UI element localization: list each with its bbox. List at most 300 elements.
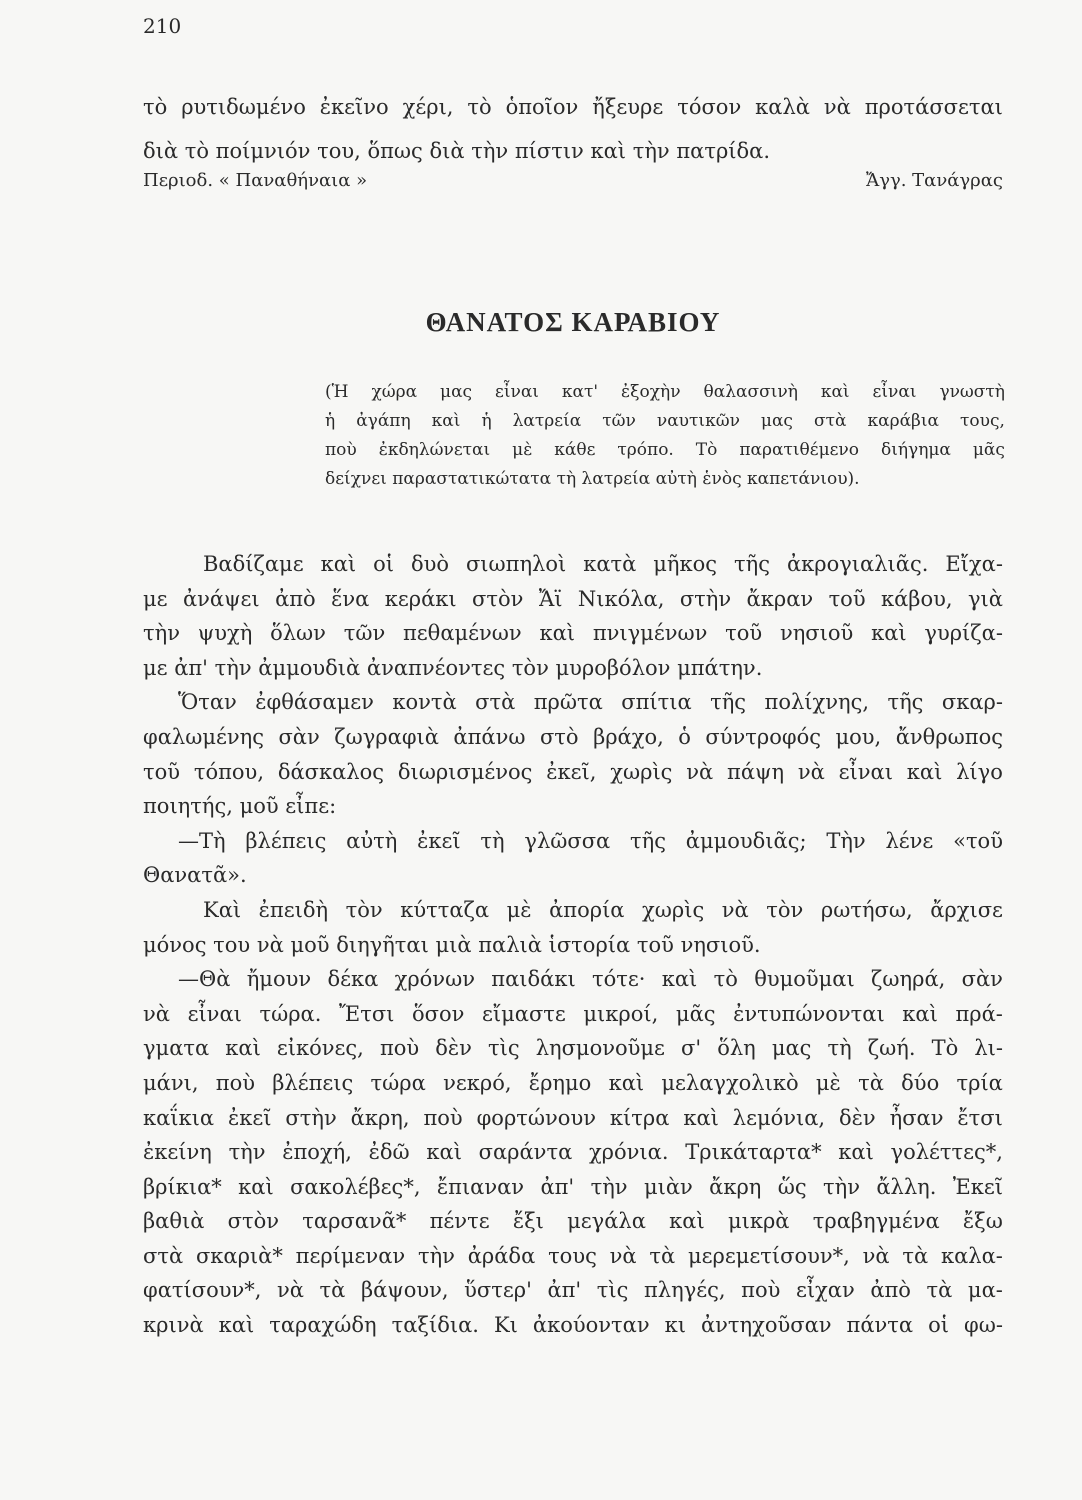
word: Τὸ [695,440,718,460]
word: ἀγάπη [356,411,411,431]
word: ὅσον [412,1001,465,1026]
word: Ἔτσι [339,1001,395,1026]
page-title: ΘΑΝΑΤΟΣ ΚΑΡΑΒΙΟΥ [425,307,721,337]
word: σκαριὰ* [195,1243,283,1268]
text-line: δείχνει παραστατικώτατα τὴ λατρεία αὐτὴ ἑνὸς καπετάνιου). [325,469,860,489]
word: μας [771,1036,812,1061]
body-line [143,755,1003,790]
word: σ' [681,1036,702,1061]
word: τόσον [677,95,742,119]
word: χωρὶς [642,897,705,922]
word: δάσκαλος [277,759,384,784]
word: ἀπορία [549,897,625,922]
word: τοῦ [143,759,181,784]
word: πνιγμένων [592,621,708,646]
word: κατ' [561,382,599,402]
word: μικροί, [583,1001,659,1026]
word: ἀνάψει [182,586,260,611]
word: πρά- [955,1001,1003,1026]
word: γματα [143,1036,210,1061]
word: ἔτσι [957,1105,1003,1130]
word: ἐποχή, [282,1140,352,1165]
word: γνωστὴ [939,382,1005,402]
word: ἐδῶ [368,1140,410,1165]
intro-line [325,378,1005,407]
body-line [143,1204,1003,1239]
word: τὴ [480,828,505,853]
word: τῶν [602,411,636,431]
body-line [143,720,1003,755]
word: Ἄϊ [538,586,563,611]
word: βαθιὰ [143,1209,205,1234]
word: Κι [493,1313,518,1338]
word: ἐκεῖ [228,1105,272,1130]
word: μας [440,382,473,402]
word: καὶ [426,1140,462,1165]
word: ὕστερ' [464,1278,532,1303]
text-line: με ἀπ' τὴν ἀμμουδιὰ ἀναπνέοντες τὸν μυροβόλον μπάτην. [143,655,763,680]
word: λεμόνια, [732,1105,826,1130]
word: νὰ [143,1001,170,1026]
body-line [143,1135,1003,1170]
word: μα- [967,1278,1003,1303]
word: ὥς [777,1174,807,1199]
word: Ὅταν [178,690,237,715]
word: ἀπὸ [275,586,316,611]
word: τὸν [345,897,383,922]
word: εἶναι [838,759,893,784]
word: ὁποῖον [505,95,579,119]
word: ἐπειδὴ [258,897,329,922]
word: εἶναι [495,382,539,402]
word: εἶχαν [795,1278,855,1303]
word: φορτώνουν [476,1105,596,1130]
word: βάψουν, [360,1278,449,1303]
word: τους [548,1243,597,1268]
body-line [143,997,1003,1032]
word: τὰ [926,1278,953,1303]
word: κατὰ [583,552,637,576]
word: θαλασσινὴ [703,382,798,402]
word: ποὺ [325,440,357,460]
word: τὰ [858,1070,884,1095]
word: ζωή. [867,1036,916,1061]
word: ἀκούονταν [532,1313,650,1338]
body-line [143,651,1003,686]
word: τῆς [710,690,747,715]
word: ταξίδια. [391,1313,479,1338]
word: λίγο [956,759,1003,784]
word: ἄνθρωπος [895,724,1003,749]
word: τραβηγμένα [812,1209,940,1234]
word: δέκα [327,967,379,992]
word: κεράκι [384,586,457,611]
word: δυὸ [410,552,449,576]
word: τῆς [887,690,924,715]
word: ἀκρογιαλιᾶς. [786,552,929,576]
word: καὶ [238,1174,274,1199]
word: ἦσαν [889,1105,944,1130]
word: ἤμουν [246,967,312,992]
word: λι- [974,1036,1003,1061]
word: χέρι, [402,95,454,119]
text-line: Θανατᾶ». [143,863,247,888]
word: με [143,586,168,611]
word: καὶ [218,1313,255,1338]
word: ἤξευρε [592,95,664,119]
word: ἐφθάσαμεν [255,690,374,715]
word: νὰ [721,897,749,922]
word: ποὺ [379,1036,420,1061]
word: γλῶσσα [524,828,611,853]
word: εἰκόνες, [276,1036,364,1061]
word: στὸ [539,724,579,749]
word: κοντὰ [392,690,457,715]
word: ἀμμουδιᾶς; [685,828,807,853]
story-body [143,547,1003,1343]
word: σακολέβες*, [290,1174,421,1199]
body-line [143,928,1003,963]
body-line [143,685,1003,720]
word: διήγημα [880,440,951,460]
word: τὶς [596,1278,629,1303]
word: τὴν [823,1174,860,1199]
word: σὰν [278,724,320,749]
body-line [143,616,1003,651]
word: ἐκεῖ, [546,759,597,784]
word: φω- [963,1313,1003,1338]
word: τὰ [649,1243,676,1268]
body-line [143,582,1003,617]
word: νησιοῦ [779,621,854,646]
body-line [143,858,1003,893]
word: ρυτιδωμένο [181,95,306,119]
page-number: 210 [143,14,182,38]
word: καΐκια [143,1105,215,1130]
word: ἀράδα [467,1243,536,1268]
word: στὴν [679,586,732,611]
word: Εἴχα- [945,552,1003,576]
body-line [143,1273,1003,1308]
body-line [143,1101,1003,1136]
word: ἐκεῖνο [319,95,389,119]
word: εἶναι [187,1001,242,1026]
word: ἄκραν [746,586,814,611]
word: ἐντυπώνονται [733,1001,885,1026]
word: βράχο, [593,724,664,749]
word: διωρισμένος [397,759,533,784]
word: καὶ [608,1070,645,1095]
word: λένε [885,828,934,853]
word: τὴν [143,621,180,646]
word: καὶ [669,1209,705,1234]
word: φατίσουν*, [143,1278,262,1303]
word: νὰ [862,1243,890,1268]
word: ἐκεῖ [417,828,461,853]
text-line: διὰ τὸ ποίμνιόν του, ὅπως διὰ τὴν πίστιν καὶ τὴν πατρίδα. [143,139,771,163]
word: τὸ [713,967,738,992]
word: καὶ [683,1105,719,1130]
source-label: Περιοδ. « Παναθήναια » [143,170,368,191]
word: Τρικάταρτα* [685,1140,822,1165]
word: ἄρχισε [930,897,1003,922]
word: τοῦ [828,586,866,611]
word: ἀπ' [547,1278,582,1303]
body-line [143,1170,1003,1205]
word: παρατιθέμενο [739,440,859,460]
word: μὲ [506,897,532,922]
word: μάνι, [143,1070,199,1095]
body-line [143,1308,1003,1343]
word: κίτρα [609,1105,670,1130]
text-line: μόνος του νὰ μοῦ διηγῆται μιὰ παλιὰ ἱστορία τοῦ νησιοῦ. [143,932,761,957]
word: σὰν [961,967,1003,992]
word: Νικόλα, [577,586,665,611]
word: ταραχώδη [269,1313,377,1338]
word: νὰ [823,95,851,119]
attribution [143,170,1003,191]
word: Τὸ [931,1036,959,1061]
word: καὶ [431,411,461,431]
word: καὶ [320,552,357,576]
word: τώρα. [259,1001,322,1026]
body-line [143,1066,1003,1101]
word: τὰ [319,1278,346,1303]
word: ἀπάνω [453,724,526,749]
word: χώρα [371,382,418,402]
word: χρόνια. [588,1140,669,1165]
word: πολίχνης, [764,690,870,715]
word: μελαγχολικὸ [661,1070,799,1095]
word: ζωηρά, [871,967,946,992]
body-line [143,547,1003,582]
word: πληγές, [644,1278,726,1303]
word: ὁ [678,724,691,749]
word: νὰ [277,1278,304,1303]
word: τὸ [143,95,168,119]
word: δὲν [839,1105,876,1130]
word: μερεμετίσουν*, [688,1243,850,1268]
word: θυμοῦμαι [754,967,855,992]
word: τότε· [592,967,646,992]
word: κρινὰ [143,1313,204,1338]
word: κύτταζα [400,897,490,922]
word: κι [664,1313,686,1338]
word: ψυχὴ [197,621,253,646]
body-line [143,893,1003,928]
word: στὸν [472,586,524,611]
word: τῆς [630,828,666,853]
word: μικρὰ [727,1209,790,1234]
word: γιὰ [967,586,1003,611]
word: Τὴν [826,828,866,853]
word: ποὺ [423,1105,463,1130]
top-quote [143,85,1003,173]
word: πρῶτα [533,690,603,715]
word: «τοῦ [953,828,1003,853]
word: νὰ [797,759,825,784]
word: ζωγραφιὰ [334,724,439,749]
word: καράβια [867,411,940,431]
word: ἀπὸ [870,1278,911,1303]
word: Βαδίζαμε [203,552,304,576]
word: οἱ [928,1313,949,1338]
author-label: Ἄγγ. Τανάγρας [865,170,1003,191]
word: καὶ [906,759,943,784]
word: μεγάλα [567,1209,646,1234]
word: καὶ [225,1036,261,1061]
word: καλὰ [755,95,810,119]
intro-line [325,407,1005,436]
word: ἄκρη, [350,1105,410,1130]
word: ἡ [481,411,492,431]
word: αὐτὴ [346,828,398,853]
word: πεθαμένων [403,621,522,646]
word: ἄλλη. [876,1174,937,1199]
word: σπίτια [621,690,692,715]
word: λησμονοῦμε [535,1036,665,1061]
word: ἡ [325,411,336,431]
word: στὸν [227,1209,280,1234]
word: τρία [956,1070,1003,1095]
word: ποὺ [741,1278,781,1303]
intro-line [325,436,1005,465]
word: —Τὴ [178,828,226,853]
word: σκαρ- [941,690,1003,715]
word: καὶ [838,1140,874,1165]
text-line: ποιητής, μοῦ εἶπε: [143,794,337,819]
word: ὅλων [270,621,326,646]
quote-line [143,129,1003,173]
word: καὶ [820,382,850,402]
word: στὰ [143,1243,184,1268]
word: τῶν [343,621,386,646]
word: πέντε [429,1209,490,1234]
body-line [143,962,1003,997]
word: οἱ [373,552,394,576]
word: εἶναι [872,382,917,402]
word: δὲν [435,1036,472,1061]
word: ναυτικῶν [656,411,740,431]
word: καὶ [871,621,907,646]
word: ἔξω [962,1209,1003,1234]
word: τὴ [827,1036,852,1061]
word: ταρσανᾶ* [302,1209,407,1234]
word: ἕνα [331,586,370,611]
word: τὶς [488,1036,520,1061]
word: γυρίζα- [924,621,1003,646]
word: χρόνων [394,967,475,992]
word: ἐξοχὴν [621,382,681,402]
word: ἔξι [512,1209,544,1234]
word: ἄκρη [709,1174,762,1199]
word: καλα- [941,1243,1003,1268]
word: πάντα [846,1313,914,1338]
word: ἔπιαναν [436,1174,525,1199]
quote-line [143,85,1003,129]
word: Καὶ [203,897,242,922]
word: τὴν [228,1140,266,1165]
word: μᾶς [972,440,1005,460]
body-line [143,789,1003,824]
word: ἐκδηλώνεται [378,440,491,460]
word: ἀπ' [540,1174,575,1199]
word: τώρα [370,1070,426,1095]
word: τὰ [902,1243,929,1268]
word: σαράντα [478,1140,573,1165]
word: νεκρό, [443,1070,512,1095]
word: τρόπο. [617,440,674,460]
word: μου, [835,724,882,749]
word: τους, [960,411,1005,431]
word: προτάσσεται [864,95,1003,119]
word: μῆκος [653,552,718,576]
word: περίμεναν [295,1243,406,1268]
word: τῆς [734,552,770,576]
word: βλέπεις [272,1070,354,1095]
word: λατρεία [512,411,582,431]
word: Ἐκεῖ [952,1174,1003,1199]
word: ἀντηχοῦσαν [700,1313,832,1338]
word: βρίκια* [143,1174,222,1199]
word: στὰ [813,411,847,431]
word: μιὰν [643,1174,693,1199]
word: τὴν [417,1243,455,1268]
word: εἴμαστε [482,1001,566,1026]
word: τὸ [467,95,492,119]
word: μὲ [815,1070,841,1095]
word: φαλωμένης [143,724,264,749]
word: σύντροφός [705,724,821,749]
word: παιδάκι [491,967,576,992]
word: καὶ [539,621,576,646]
word: ὅλη [717,1036,756,1061]
word: τόπου, [193,759,264,784]
word: βλέπεις [245,828,327,853]
word: —Θὰ [178,967,231,992]
word: στὴν [285,1105,337,1130]
word: καὶ [902,1001,938,1026]
word: τὸν [766,897,804,922]
word: πάψη [727,759,785,784]
word: νὰ [686,759,714,784]
word: ρωτήσω, [820,897,913,922]
word: (Ἡ [325,382,349,402]
word: μὲ [512,440,533,460]
word: ἐκείνη [143,1140,212,1165]
word: χωρὶς [610,759,673,784]
word: κάθε [554,440,596,460]
word: γολέττες*, [890,1140,1003,1165]
word: σιωπηλοὶ [465,552,567,576]
word: νὰ [609,1243,637,1268]
body-line [143,1239,1003,1274]
body-line [143,1031,1003,1066]
word: δύο [901,1070,940,1095]
word: ποὺ [215,1070,255,1095]
word: ἔρημο [528,1070,592,1095]
intro-paragraph [325,378,1005,494]
body-line [143,824,1003,859]
word: μας [760,411,793,431]
word: στὰ [475,690,516,715]
word: μᾶς [675,1001,716,1026]
word: κάβου, [881,586,953,611]
intro-line [325,465,1005,494]
word: καὶ [661,967,698,992]
word: τὴν [590,1174,628,1199]
word: τοῦ [725,621,763,646]
